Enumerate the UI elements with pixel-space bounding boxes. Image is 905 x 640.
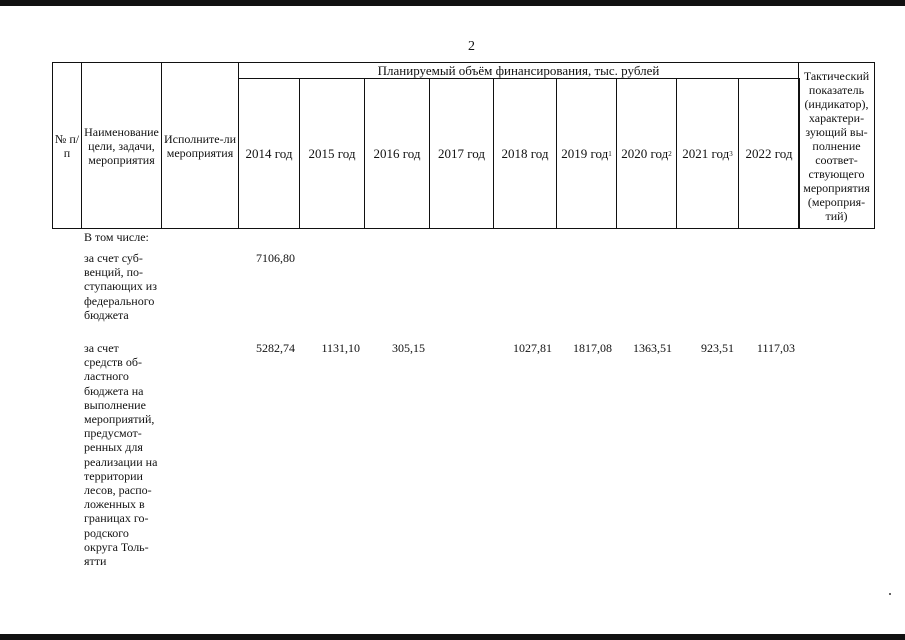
top-border-bar (0, 0, 905, 6)
row-label-line: территории (84, 468, 143, 483)
header-year-label: 2017 год (438, 145, 485, 161)
row-label-line: границах го- (84, 511, 149, 526)
scan-speck (889, 593, 891, 595)
page-number: 2 (468, 39, 475, 54)
row-label-line: лесов, распо- (84, 483, 152, 498)
header-year-8 (738, 78, 800, 229)
row-label-line: ластного (84, 369, 129, 384)
row-label-line: за счет суб- (84, 251, 143, 265)
header-year-2 (364, 78, 430, 229)
header-indicator-label: Тактический показатель (индикатор), характери-зующий вы-полнение соответ-ствующего мероприятия (мероприя-тий) (803, 68, 870, 223)
value-cell: 7106,80 (256, 251, 295, 265)
header-year-label: 2018 год (501, 145, 549, 161)
including-label: В том числе: (84, 230, 149, 244)
header-year-label: 2020 год (621, 145, 669, 161)
row2-label (84, 341, 157, 568)
header-year-label: 2014 год (245, 145, 293, 161)
row-label-line: родского (84, 525, 129, 540)
value-cell: 1131,10 (321, 341, 360, 355)
row-label-line: выполнение (84, 397, 146, 412)
row-label-line: ятти (84, 554, 107, 569)
row-label-line: бюджета (84, 307, 129, 322)
header-number-label: № п/п (54, 131, 80, 160)
row1-label (84, 251, 157, 322)
header-indicator (798, 62, 875, 229)
header-year-label: 2022 год (745, 145, 793, 161)
row-label-line: ступающих из (84, 279, 157, 294)
header-year-label: 2016 год (373, 145, 421, 161)
header-year-0 (238, 78, 300, 229)
value-cell: 923,51 (701, 341, 734, 355)
row-label-line: реализации на (84, 454, 158, 469)
row-label-line: ложенных в (84, 497, 145, 512)
header-year-7: 2021 год 3 (676, 78, 739, 229)
header-year-label: 2015 год (308, 145, 356, 161)
row-label-line: округа Толь- (84, 539, 149, 554)
row-label-line: венций, по- (84, 265, 144, 280)
header-year-3 (429, 78, 494, 229)
header-year-label: 2021 год (682, 145, 730, 161)
value-cell: 1363,51 (633, 341, 672, 355)
header-number (52, 62, 82, 229)
value-cell: 305,15 (392, 341, 425, 355)
header-year-4 (493, 78, 557, 229)
header-year-label: 2019 год (561, 145, 609, 161)
row-label-line: за счет (84, 341, 119, 355)
header-name (81, 62, 162, 229)
row-label-line: бюджета на (84, 383, 144, 398)
header-executor-label: Исполните-ли мероприятия (163, 131, 237, 160)
header-financing-group (238, 62, 799, 79)
row-label-line: средств об- (84, 355, 142, 370)
value-cell: 1117,03 (756, 341, 795, 355)
row-label-line: ренных для (84, 440, 143, 455)
row-label-line: предусмот- (84, 426, 142, 441)
header-year-6: 2020 год 2 (616, 78, 677, 229)
header-year-5: 2019 год 1 (556, 78, 617, 229)
row-label-line: федерального (84, 293, 155, 308)
row-label-line: мероприятий, (84, 412, 155, 427)
header-name-label: Наименование цели, задачи, мероприятия (84, 124, 159, 167)
value-cell: 1817,08 (573, 341, 612, 355)
header-financing-title: Планируемый объём финансирования, тыс. рублей (377, 62, 660, 78)
bottom-border-bar (0, 634, 905, 640)
value-cell: 5282,74 (256, 341, 295, 355)
header-year-1 (299, 78, 365, 229)
value-cell: 1027,81 (513, 341, 552, 355)
header-executor (161, 62, 239, 229)
